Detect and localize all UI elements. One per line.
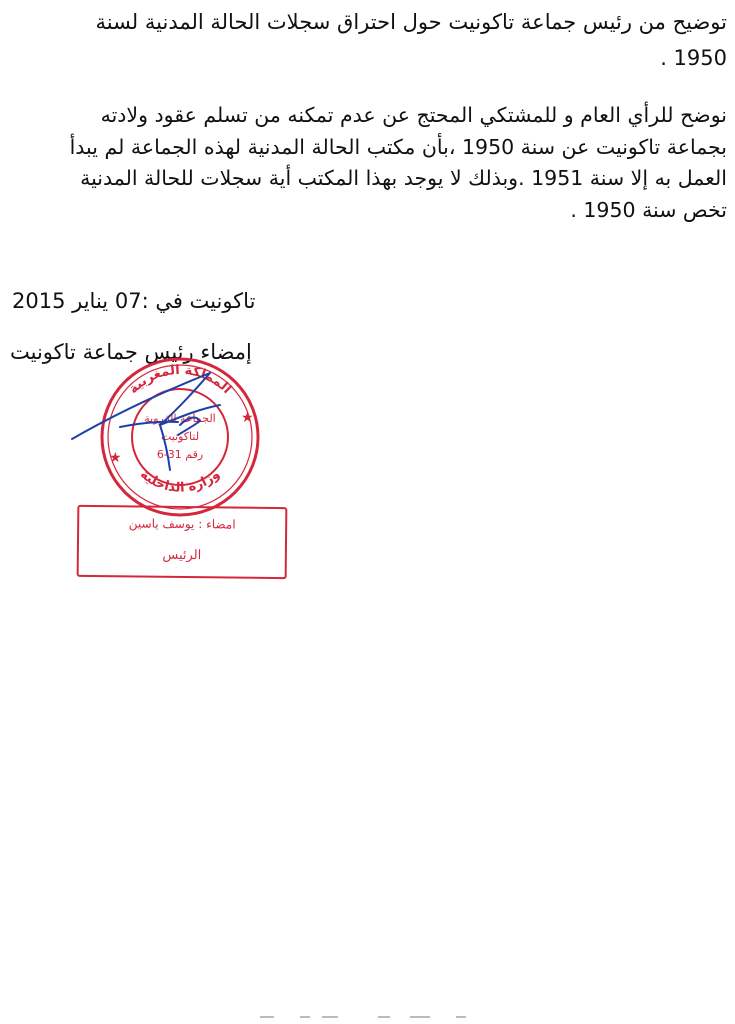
- star-icon: ★: [241, 410, 254, 426]
- scan-artifact: [260, 1014, 480, 1020]
- title-line-2: 1950 .: [660, 46, 727, 70]
- round-seal-inner-1: الجماعة القروية: [144, 412, 216, 425]
- body-line-3: العمل به إلا سنة 1951 .وبذلك لا يوجد بهذا المكتب أية سجلات للحالة المدنية: [80, 166, 727, 190]
- date-line: تاكونيت في :07 يناير 2015: [12, 289, 256, 313]
- document-body: [2, 100, 727, 226]
- rectangular-name-stamp: [77, 505, 288, 579]
- round-seal-top-arc: المملكة المغربية: [126, 362, 235, 398]
- handwritten-signature: [60, 362, 280, 475]
- round-seal-inner-3: رقم 31-6: [156, 448, 204, 461]
- body-line-4: تخص سنة 1950 .: [570, 197, 727, 222]
- body-line-1: نوضح للرأي العام و للمشتكي المحتج عن عدم تمكنه من تسلم عقود ولادته: [100, 103, 727, 127]
- round-seal-bottom-arc: وزارة الداخلية: [137, 466, 223, 496]
- round-seal-inner-2: لتاكونيت: [160, 430, 200, 443]
- title-line-1: توضيح من رئيس جماعة تاكونيت حول احتراق سجلات الحالة المدنية لسنة: [95, 10, 727, 34]
- star-icon: ★: [109, 450, 122, 466]
- rect-stamp-line-2: الرئيس: [162, 547, 202, 564]
- signature-caption: إمضاء رئيس جماعة تاكونيت: [10, 340, 252, 364]
- rect-stamp-line-1: امضاء : يوسف ياسين: [128, 516, 236, 532]
- body-line-2: بجماعة تاكونيت عن سنة 1950 ،بأن مكتب الحالة المدنية لهذه الجماعة لم يبدأ: [69, 134, 727, 159]
- document-title: [2, 4, 727, 76]
